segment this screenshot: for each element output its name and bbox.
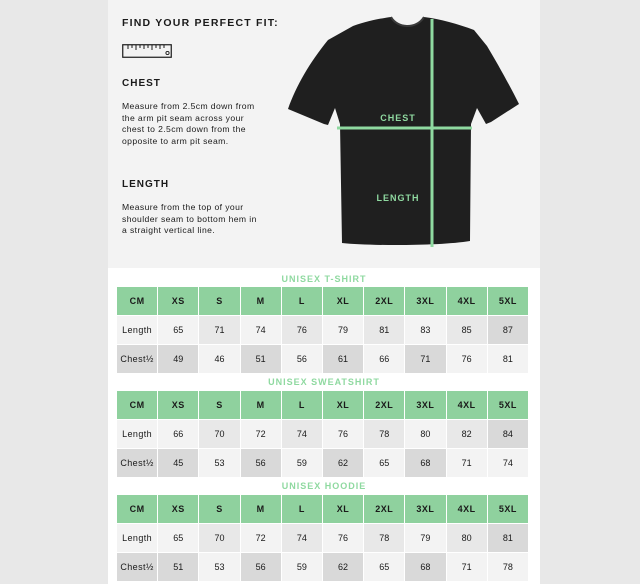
header-cell: 5XL xyxy=(488,287,529,316)
table-cell: 68 xyxy=(405,449,446,478)
table-cell: 74 xyxy=(488,449,529,478)
table-cell: 76 xyxy=(323,524,364,553)
tshirt-diagram xyxy=(280,16,520,252)
table-cell: 72 xyxy=(241,420,282,449)
header-cell: 2XL xyxy=(364,287,405,316)
table-cell: 53 xyxy=(199,553,240,582)
header-cell: 4XL xyxy=(447,495,488,524)
table-cell: 81 xyxy=(364,316,405,345)
table-cell: 72 xyxy=(241,524,282,553)
header-cell: 5XL xyxy=(488,495,529,524)
header-cell: CM xyxy=(117,495,158,524)
table-cell: 56 xyxy=(282,345,323,374)
table-title: UNISEX SWEATSHIRT xyxy=(268,377,380,387)
table-cell: 78 xyxy=(364,524,405,553)
table-cell: 76 xyxy=(282,316,323,345)
fit-guide-section xyxy=(108,0,540,268)
length-heading: LENGTH xyxy=(122,179,170,190)
table-cell: 71 xyxy=(199,316,240,345)
table-cell: 71 xyxy=(447,553,488,582)
header-cell: 2XL xyxy=(364,495,405,524)
table-cell: 66 xyxy=(364,345,405,374)
table-cell: 83 xyxy=(405,316,446,345)
header-cell: 3XL xyxy=(405,287,446,316)
row-label: Chest½ xyxy=(117,449,158,478)
header-cell: L xyxy=(282,391,323,420)
table-cell: 65 xyxy=(364,449,405,478)
table-cell: 70 xyxy=(199,524,240,553)
table-cell: 62 xyxy=(323,553,364,582)
table-row xyxy=(117,420,529,449)
row-label: Length xyxy=(117,524,158,553)
table-cell: 59 xyxy=(282,449,323,478)
table-cell: 79 xyxy=(405,524,446,553)
size-table-hoodie xyxy=(117,495,529,582)
table-cell: 49 xyxy=(158,345,199,374)
table-cell: 79 xyxy=(323,316,364,345)
table-cell: 71 xyxy=(447,449,488,478)
row-label: Length xyxy=(117,316,158,345)
size-table-tshirt xyxy=(117,287,529,374)
header-cell: CM xyxy=(117,287,158,316)
table-cell: 65 xyxy=(158,316,199,345)
header-cell: 2XL xyxy=(364,391,405,420)
table-cell: 59 xyxy=(282,553,323,582)
table-cell: 66 xyxy=(158,420,199,449)
table-cell: 80 xyxy=(447,524,488,553)
chest-heading: CHEST xyxy=(122,78,161,89)
table-row xyxy=(117,553,529,582)
length-instructions: Measure from the top of your shoulder seam to bottom hem in a straight vertical line. xyxy=(122,202,257,235)
table-cell: 51 xyxy=(241,345,282,374)
tshirt-shape xyxy=(288,17,519,245)
header-cell: L xyxy=(282,495,323,524)
table-cell: 65 xyxy=(364,553,405,582)
table-cell: 78 xyxy=(364,420,405,449)
header-cell: XS xyxy=(158,391,199,420)
table-cell: 78 xyxy=(488,553,529,582)
table-cell: 76 xyxy=(323,420,364,449)
table-cell: 74 xyxy=(282,524,323,553)
table-header-row xyxy=(117,391,529,420)
table-cell: 56 xyxy=(241,553,282,582)
diagram-length-label: LENGTH xyxy=(376,193,420,203)
header-cell: M xyxy=(241,391,282,420)
table-cell: 53 xyxy=(199,449,240,478)
table-title: UNISEX T-SHIRT xyxy=(281,274,367,284)
chest-instructions: Measure from 2.5cm down from the arm pit seam across your chest to 2.5cm down from the opposite to arm pit seam. xyxy=(122,101,255,146)
table-cell: 65 xyxy=(158,524,199,553)
table-cell: 81 xyxy=(488,524,529,553)
table-cell: 76 xyxy=(447,345,488,374)
table-cell: 71 xyxy=(405,345,446,374)
table-row xyxy=(117,345,529,374)
row-label: Length xyxy=(117,420,158,449)
table-row xyxy=(117,524,529,553)
header-cell: XL xyxy=(323,495,364,524)
header-cell: L xyxy=(282,287,323,316)
header-cell: XS xyxy=(158,495,199,524)
header-cell: XL xyxy=(323,287,364,316)
header-cell: S xyxy=(199,287,240,316)
header-cell: 5XL xyxy=(488,391,529,420)
table-cell: 46 xyxy=(199,345,240,374)
table-cell: 82 xyxy=(447,420,488,449)
table-row xyxy=(117,316,529,345)
row-label: Chest½ xyxy=(117,553,158,582)
table-row xyxy=(117,449,529,478)
row-label: Chest½ xyxy=(117,345,158,374)
ruler-icon xyxy=(122,44,172,58)
table-cell: 56 xyxy=(241,449,282,478)
table-cell: 62 xyxy=(323,449,364,478)
table-cell: 81 xyxy=(488,345,529,374)
fit-guide-title: FIND YOUR PERFECT FIT: xyxy=(122,17,279,29)
table-cell: 61 xyxy=(323,345,364,374)
header-cell: 4XL xyxy=(447,287,488,316)
header-cell: 3XL xyxy=(405,391,446,420)
table-header-row xyxy=(117,287,529,316)
table-cell: 51 xyxy=(158,553,199,582)
table-cell: 85 xyxy=(447,316,488,345)
header-cell: 3XL xyxy=(405,495,446,524)
table-cell: 68 xyxy=(405,553,446,582)
table-cell: 45 xyxy=(158,449,199,478)
size-guide-panel xyxy=(108,0,540,584)
size-table-sweatshirt xyxy=(117,391,529,478)
header-cell: S xyxy=(199,391,240,420)
table-header-row xyxy=(117,495,529,524)
table-cell: 70 xyxy=(199,420,240,449)
table-cell: 80 xyxy=(405,420,446,449)
header-cell: M xyxy=(241,287,282,316)
header-cell: 4XL xyxy=(447,391,488,420)
table-cell: 84 xyxy=(488,420,529,449)
table-cell: 87 xyxy=(488,316,529,345)
diagram-chest-label: CHEST xyxy=(380,113,416,123)
table-cell: 74 xyxy=(282,420,323,449)
header-cell: S xyxy=(199,495,240,524)
table-cell: 74 xyxy=(241,316,282,345)
header-cell: XL xyxy=(323,391,364,420)
header-cell: CM xyxy=(117,391,158,420)
header-cell: XS xyxy=(158,287,199,316)
header-cell: M xyxy=(241,495,282,524)
table-title: UNISEX HOODIE xyxy=(281,481,367,491)
